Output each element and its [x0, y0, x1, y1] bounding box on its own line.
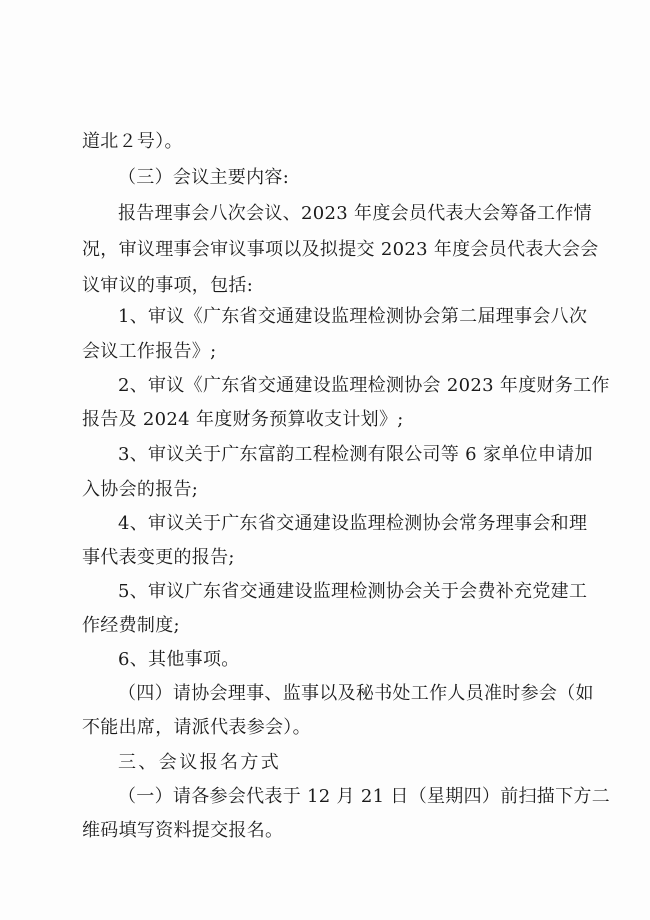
text-line: 6、其他事项。	[118, 649, 240, 670]
text-line: 5、审议广东省交通建设监理检测协会关于会费补充党建工	[118, 581, 588, 602]
text-line: 1、审议《广东省交通建设监理检测协会第二届理事会八次	[118, 306, 588, 327]
text-line: 议审议的事项，包括:	[82, 275, 254, 296]
text-line: 报告理事会八次会议、2023 年度会员代表大会筹备工作情	[118, 203, 592, 224]
text-line: 4、审议关于广东省交通建设监理检测协会常务理事会和理	[118, 513, 588, 534]
text-line: （三）会议主要内容:	[118, 167, 290, 188]
text-line: 维码填写资料提交报名。	[82, 820, 284, 841]
text-line: 3、审议关于广东富韵工程检测有限公司等 6 家单位申请加	[118, 444, 593, 465]
text-line: 事代表变更的报告;	[82, 547, 235, 568]
text-line: 作经费制度;	[82, 615, 180, 636]
text-line: （四）请协会理事、监事以及秘书处工作人员准时参会（如	[118, 683, 594, 704]
text-line: （一）请各参会代表于 12 月 21 日（星期四）前扫描下方二	[118, 786, 610, 807]
text-line: 2、审议《广东省交通建设监理检测协会 2023 年度财务工作	[118, 375, 610, 396]
text-line: 况，审议理事会审议事项以及拟提交 2023 年度会员代表大会会	[82, 239, 599, 260]
text-line: 入协会的报告;	[82, 479, 199, 500]
text-line: 会议工作报告》;	[82, 341, 217, 362]
section-heading: 三、会议报名方式	[118, 752, 282, 773]
text-line: 报告及 2024 年度财务预算收支计划》;	[82, 409, 404, 430]
text-line: 不能出席，请派代表参会）。	[82, 717, 311, 738]
text-line: 道北２号）。	[82, 131, 183, 152]
